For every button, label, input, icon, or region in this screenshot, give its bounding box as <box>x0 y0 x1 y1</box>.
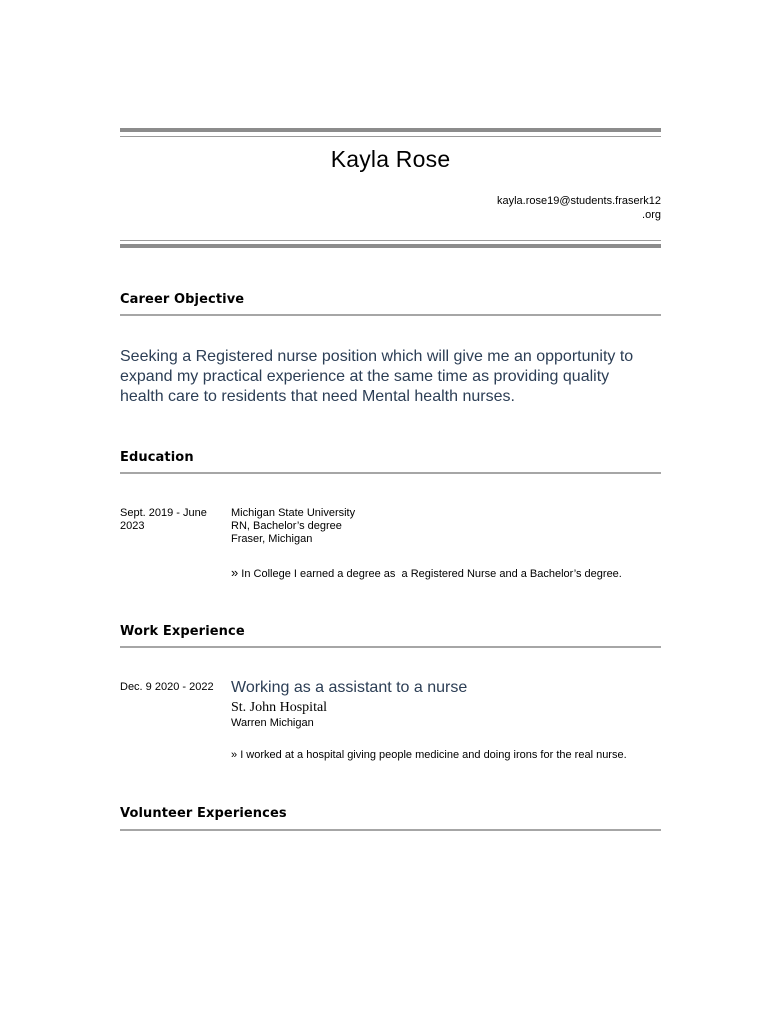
email-address[interactable] <box>461 194 661 222</box>
candidate-name: Kayla Rose <box>330 146 451 172</box>
education-dates <box>120 507 225 533</box>
bullet-icon: » <box>231 565 239 580</box>
education-note <box>231 566 622 581</box>
volunteer-rule <box>120 829 661 831</box>
education-date-line-2: 2023 <box>120 520 145 532</box>
education-details <box>231 507 355 546</box>
education-degree: RN, Bachelor’s degree <box>231 520 342 532</box>
education-rule <box>120 472 661 474</box>
education-note-text: In College I earned a degree as a Registered Nurse and a Bachelor’s degree. <box>241 568 622 580</box>
header-bottom-thin-rule <box>120 240 661 241</box>
bullet-icon: » <box>231 749 238 761</box>
header-top-thin-rule <box>120 136 661 137</box>
email-line-1: kayla.rose19@students.fraserk12 <box>496 195 661 207</box>
header-bottom-rule <box>120 244 661 248</box>
work-note <box>231 749 627 762</box>
header-top-rule <box>120 128 661 132</box>
work-note-text: I worked at a hospital giving people medicine and doing irons for the real nurse. <box>240 749 627 761</box>
career-objective-rule <box>120 314 661 316</box>
work-location: Warren Michigan <box>231 717 314 729</box>
career-objective-text: Seeking a Registered nurse position which will give me an opportunity to expand my practical experience at the same time as providing quality health care to residents that need Mental health nurses. <box>120 348 634 405</box>
work-employer: St. John Hospital <box>231 700 328 715</box>
work-job-title: Working as a assistant to a nurse <box>231 679 468 696</box>
education-location: Fraser, Michigan <box>231 533 313 545</box>
volunteer-heading: Volunteer Experiences <box>120 806 287 821</box>
work-dates: Dec. 9 2020 - 2022 <box>120 681 214 693</box>
education-heading: Education <box>120 450 194 465</box>
work-experience-rule <box>120 646 661 648</box>
work-experience-heading: Work Experience <box>120 624 245 639</box>
email-line-2: .org <box>642 209 661 221</box>
career-objective-heading: Career Objective <box>120 292 245 307</box>
education-school: Michigan State University <box>231 507 356 519</box>
education-date-line-1: Sept. 2019 - June <box>120 507 207 519</box>
